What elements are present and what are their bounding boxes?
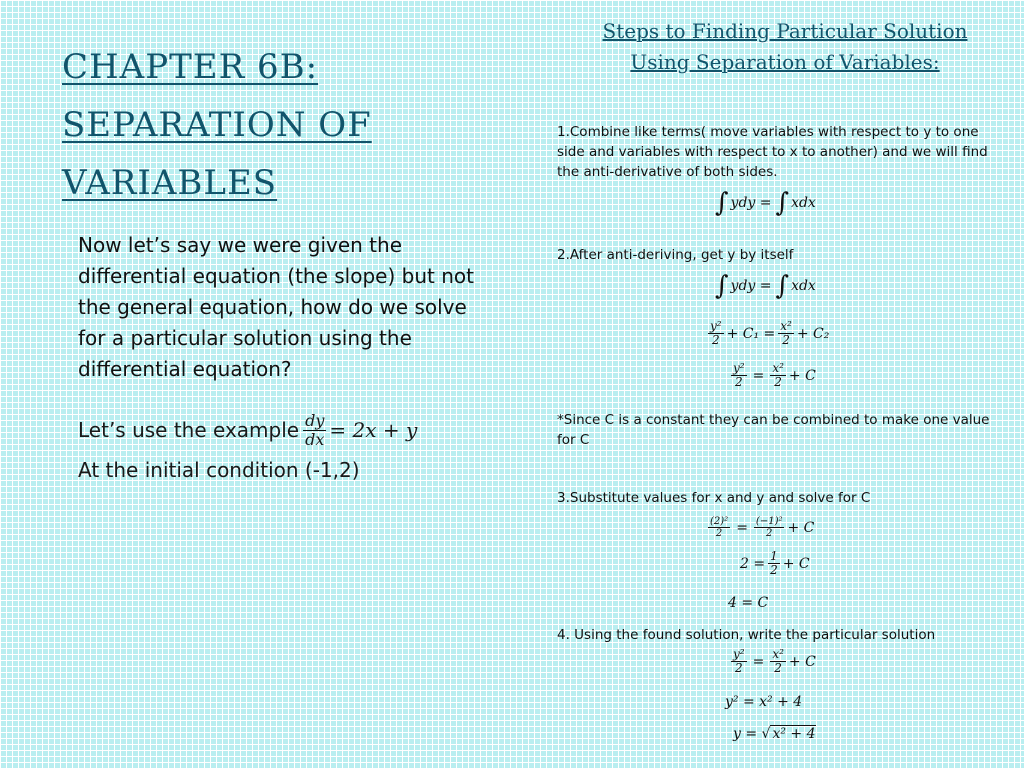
substitution-equation	[705, 516, 814, 539]
plus-c: + C	[782, 555, 810, 572]
y-equals-sqrt: y = √	[733, 725, 771, 742]
y-squared: y²	[710, 319, 722, 333]
step-3-text: 3.Substitute values for x and y and solve for C	[557, 490, 871, 506]
integral-rhs: xdx	[791, 195, 816, 211]
particular-equation-1	[728, 648, 816, 675]
steps-heading-line-1: Steps to Finding Particular Solution	[602, 19, 968, 43]
combined-constant-equation	[728, 362, 816, 389]
title-line-1: CHAPTER 6B:	[62, 47, 319, 87]
x-squared: x²	[772, 361, 784, 375]
integral-lhs: ydy =	[730, 195, 772, 211]
denominator-two: 2	[774, 661, 782, 676]
constant-value: 4 = C	[728, 595, 769, 611]
example-prefix: Let’s use the example	[78, 418, 300, 443]
title-line-2: SEPARATION OF	[62, 105, 372, 145]
step-1-text: 1.Combine like terms( move variables with respect to y to one side and variables with respect to x to another) and we will find the anti-derivative of both sides.	[557, 124, 988, 180]
dy-numerator: dy	[305, 411, 325, 430]
y-squared: y²	[733, 361, 745, 375]
integral-symbol: ∫	[715, 188, 729, 218]
equals-sign: =	[752, 653, 765, 670]
plus-c: + C	[788, 653, 816, 670]
equals-sign: =	[752, 367, 765, 384]
x-squared: x²	[772, 647, 784, 661]
x-squared: x²	[780, 319, 792, 333]
example-rhs: = 2x + y	[329, 418, 418, 443]
equals-sign: =	[736, 519, 748, 536]
integral-symbol: ∫	[715, 271, 729, 301]
steps-heading	[560, 16, 1010, 78]
antiderivative-equation	[705, 320, 829, 347]
denominator-two: 2	[774, 375, 782, 390]
denominator-two: 2	[711, 333, 720, 348]
page-title	[62, 38, 392, 212]
denominator-two: 2	[715, 528, 723, 539]
particular-equation-2: y² = x² + 4	[725, 694, 803, 710]
plus-c1-equals: + C₁ =	[726, 325, 776, 342]
denominator-two: 2	[766, 528, 773, 539]
plus-c: + C	[787, 519, 815, 536]
constant-note: *Since C is a constant they can be combined to make one value for C	[557, 412, 990, 448]
title-line-3: VARIABLES	[62, 163, 278, 203]
integral-lhs: ydy =	[730, 278, 772, 294]
numerator-one: 1	[770, 549, 778, 563]
dy-dx-fraction	[303, 412, 326, 448]
step-2-text: 2.After anti-deriving, get y by itself	[557, 247, 794, 263]
intro-paragraph: Now let’s say we were given the differential equation (the slope) but not the general equation, how do we solve for a particular solution using the differential equation?	[78, 233, 474, 381]
integral-symbol: ∫	[775, 271, 790, 301]
sqrt-radicand: x² + 4	[772, 726, 816, 742]
initial-condition: At the initial condition (-1,2)	[78, 458, 360, 482]
denominator-two: 2	[734, 661, 743, 676]
steps-heading-line-2: Using Separation of Variables:	[630, 50, 940, 74]
two-equals: 2 =	[740, 555, 766, 572]
plus-c2: + C₂	[796, 325, 830, 342]
dx-denominator: dx	[305, 429, 325, 449]
simplified-equation	[740, 550, 810, 577]
example-line	[78, 412, 417, 448]
integral-rhs: xdx	[791, 278, 816, 294]
two-squared: (2)²	[710, 516, 729, 527]
integral-symbol: ∫	[775, 188, 790, 218]
integral-equation-2	[715, 273, 816, 299]
integral-equation-1	[715, 190, 816, 216]
particular-equation-3	[733, 725, 816, 742]
step-4-text: 4. Using the found solution, write the particular solution	[557, 627, 936, 643]
denominator-two: 2	[782, 333, 790, 348]
neg-one-squared: (−1)²	[755, 516, 783, 527]
denominator-two: 2	[770, 563, 778, 578]
y-squared: y²	[733, 647, 745, 661]
plus-c: + C	[788, 367, 816, 384]
denominator-two: 2	[734, 375, 743, 390]
